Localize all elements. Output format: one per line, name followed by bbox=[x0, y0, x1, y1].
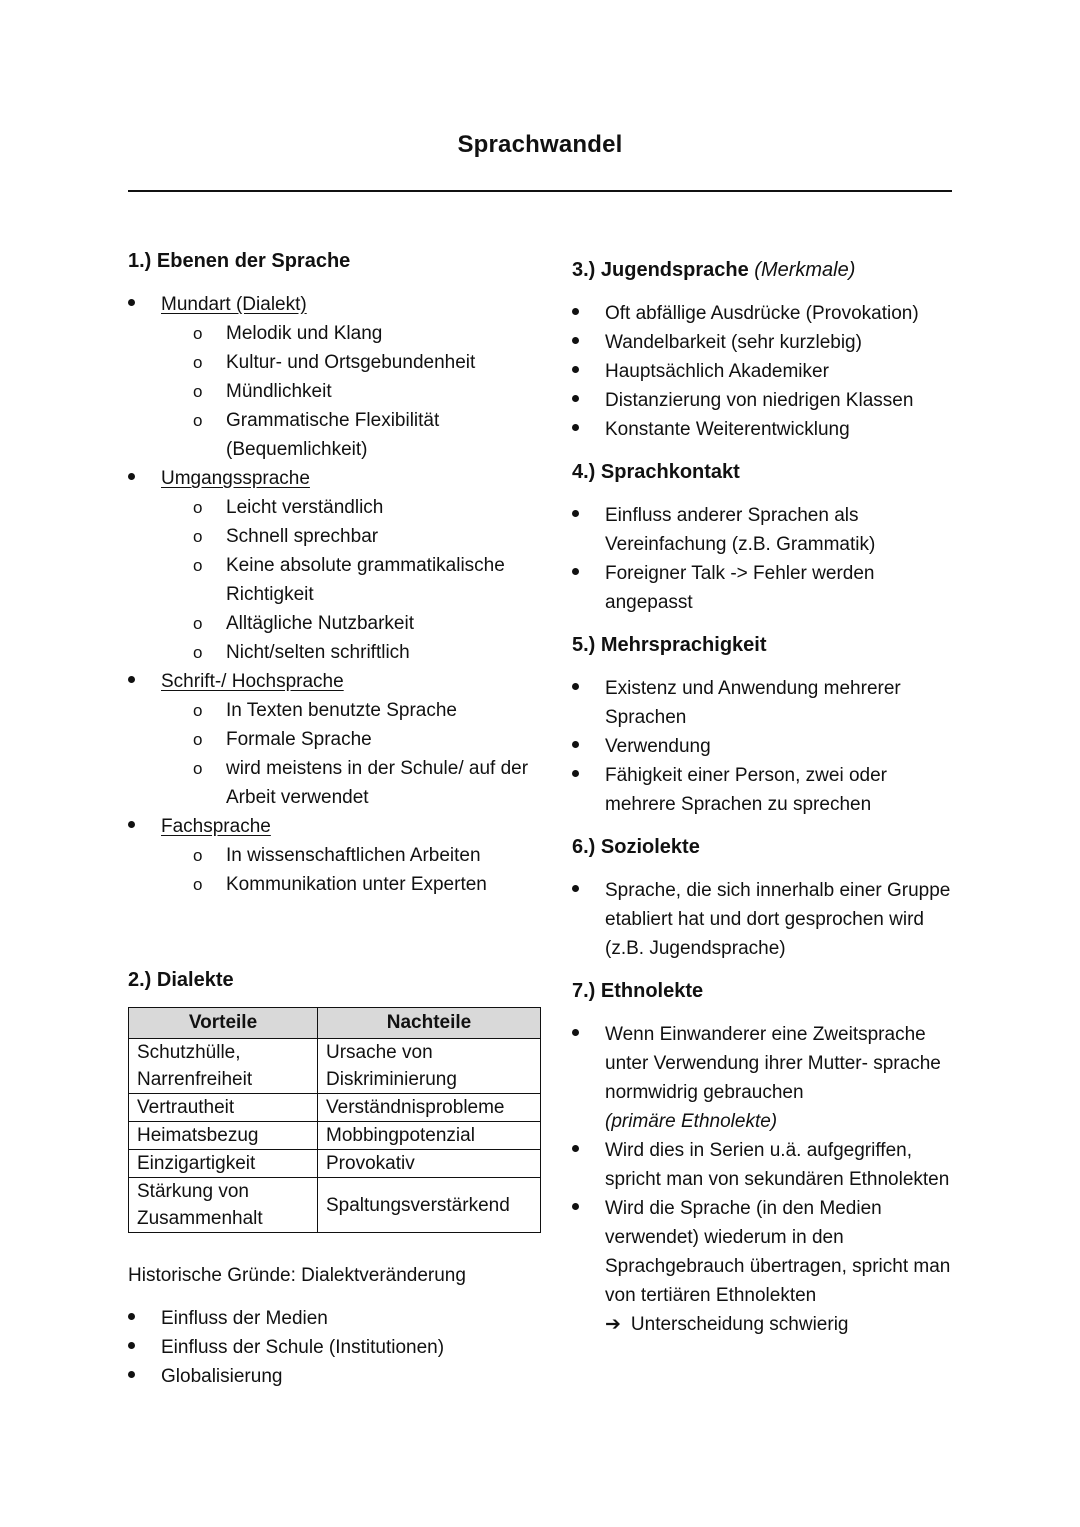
table-cell: Heimatsbezug bbox=[129, 1122, 318, 1150]
circle-bullet-icon: o bbox=[193, 411, 203, 430]
table-cell: Spaltungsverstärkend bbox=[318, 1178, 541, 1233]
sub-list-item: o Kommunikation unter Experten bbox=[128, 870, 548, 899]
list-item: Wandelbarkeit (sehr kurzlebig) bbox=[572, 328, 957, 357]
table-cell: Einzigartigkeit bbox=[129, 1150, 318, 1178]
table-cell: Provokativ bbox=[318, 1150, 541, 1178]
table-header-nachteile: Nachteile bbox=[318, 1008, 541, 1039]
table-row bbox=[129, 1094, 541, 1122]
list-item-umgangssprache: Umgangssprache bbox=[128, 464, 548, 493]
circle-bullet-icon: o bbox=[193, 643, 203, 662]
bullet-icon bbox=[572, 357, 584, 386]
list-item: Verwendung bbox=[572, 732, 957, 761]
list-item-mundart: Mundart (Dialekt) bbox=[128, 290, 548, 319]
right-column bbox=[572, 255, 957, 1339]
dialekte-table bbox=[128, 1007, 541, 1233]
table-cell: Verständnisprobleme bbox=[318, 1094, 541, 1122]
bullet-icon bbox=[572, 559, 584, 588]
bullet-icon bbox=[572, 1194, 584, 1223]
section-heading-soziolekte: 6.) Soziolekte bbox=[572, 836, 700, 858]
sub-list-item: o Mündlichkeit bbox=[128, 377, 548, 406]
sub-list-item: o Leicht verständlich bbox=[128, 493, 548, 522]
bullet-icon bbox=[128, 1333, 140, 1362]
sub-list-item: o wird meistens in der Schule/ auf der Arbeit verwendet bbox=[128, 754, 548, 812]
bullet-icon bbox=[128, 464, 140, 493]
section-heading-ethnolekte: 7.) Ethnolekte bbox=[572, 980, 704, 1002]
list-item: Einfluss anderer Sprachen als Vereinfachung (z.B. Grammatik) bbox=[572, 501, 957, 559]
sub-list-item: o Nicht/selten schriftlich bbox=[128, 638, 548, 667]
list-item: Foreigner Talk -> Fehler werden angepasst bbox=[572, 559, 957, 617]
circle-bullet-icon: o bbox=[193, 556, 203, 575]
circle-bullet-icon: o bbox=[193, 382, 203, 401]
table-header-row bbox=[129, 1008, 541, 1039]
list-item: Einfluss der Schule (Institutionen) bbox=[128, 1333, 548, 1362]
jugendsprache-list bbox=[572, 299, 957, 444]
table-row bbox=[129, 1150, 541, 1178]
page-title: Sprachwandel bbox=[457, 131, 623, 158]
bullet-icon bbox=[572, 761, 584, 790]
ethnolekte-list bbox=[572, 1020, 957, 1310]
bullet-icon bbox=[128, 290, 140, 319]
bullet-icon bbox=[572, 732, 584, 761]
list-item: Oft abfällige Ausdrücke (Provokation) bbox=[572, 299, 957, 328]
table-cell: Stärkung von Zusammenhalt bbox=[129, 1178, 318, 1233]
sub-list-item: o Schnell sprechbar bbox=[128, 522, 548, 551]
list-item: Wenn Einwanderer eine Zweitsprache unter Verwendung ihrer Mutter- sprache normwidrig gebrauchen (primäre Ethnolekte) bbox=[572, 1020, 957, 1136]
circle-bullet-icon: o bbox=[193, 614, 203, 633]
bullet-icon bbox=[128, 812, 140, 841]
table-cell: Ursache von Diskriminierung bbox=[318, 1039, 541, 1094]
circle-bullet-icon: o bbox=[193, 324, 203, 343]
bullet-icon bbox=[572, 501, 584, 530]
list-item-fachsprache: Fachsprache bbox=[128, 812, 548, 841]
ebenen-list bbox=[128, 290, 548, 899]
bullet-icon bbox=[572, 1020, 584, 1049]
italic-note: (primäre Ethnolekte) bbox=[605, 1111, 778, 1132]
list-item: Einfluss der Medien bbox=[128, 1304, 548, 1333]
bullet-icon bbox=[572, 415, 584, 444]
soziolekte-list bbox=[572, 876, 957, 963]
sub-list-item: o Melodik und Klang bbox=[128, 319, 548, 348]
circle-bullet-icon: o bbox=[193, 527, 203, 546]
bullet-icon bbox=[572, 1136, 584, 1165]
arrow-right-icon: ➔ bbox=[605, 1314, 621, 1335]
section-heading-jugendsprache: 3.) Jugendsprache (Merkmale) bbox=[572, 259, 856, 281]
list-item: Konstante Weiterentwicklung bbox=[572, 415, 957, 444]
historical-heading: Historische Gründe: Dialektveränderung bbox=[128, 1265, 466, 1286]
sub-list-item: o Kultur- und Ortsgebundenheit bbox=[128, 348, 548, 377]
bullet-icon bbox=[572, 386, 584, 415]
circle-bullet-icon: o bbox=[193, 875, 203, 894]
mehrsprachigkeit-list bbox=[572, 674, 957, 819]
list-item: Wird die Sprache (in den Medien verwendet) wiederum in den Sprachgebrauch übertragen, spricht man von tertiären Ethnolekten bbox=[572, 1194, 957, 1310]
list-item: Globalisierung bbox=[128, 1362, 548, 1391]
bullet-icon bbox=[572, 328, 584, 357]
section-heading-ebenen: 1.) Ebenen der Sprache bbox=[128, 250, 351, 272]
sub-list-item: o Formale Sprache bbox=[128, 725, 548, 754]
list-item: Existenz und Anwendung mehrerer Sprachen bbox=[572, 674, 957, 732]
bullet-icon bbox=[572, 674, 584, 703]
circle-bullet-icon: o bbox=[193, 759, 203, 778]
bullet-icon bbox=[572, 876, 584, 905]
circle-bullet-icon: o bbox=[193, 846, 203, 865]
circle-bullet-icon: o bbox=[193, 730, 203, 749]
table-cell: Vertrautheit bbox=[129, 1094, 318, 1122]
list-item: Wird dies in Serien u.ä. aufgegriffen, spricht man von sekundären Ethnolekten bbox=[572, 1136, 957, 1194]
left-column bbox=[128, 246, 548, 1391]
bullet-icon bbox=[128, 1362, 140, 1391]
section-heading-mehrsprachigkeit: 5.) Mehrsprachigkeit bbox=[572, 634, 767, 656]
sub-list-item: o In wissenschaftlichen Arbeiten bbox=[128, 841, 548, 870]
circle-bullet-icon: o bbox=[193, 701, 203, 720]
circle-bullet-icon: o bbox=[193, 498, 203, 517]
sub-list-item: o Grammatische Flexibilität (Bequemlichkeit) bbox=[128, 406, 548, 464]
sub-list-item: o Alltägliche Nutzbarkeit bbox=[128, 609, 548, 638]
table-cell: Mobbingpotenzial bbox=[318, 1122, 541, 1150]
sprachkontakt-list bbox=[572, 501, 957, 617]
table-cell: Schutzhülle, Narrenfreiheit bbox=[129, 1039, 318, 1094]
conclusion-line: ➔ Unterscheidung schwierig bbox=[605, 1314, 849, 1335]
title-divider bbox=[128, 190, 952, 192]
table-row bbox=[129, 1178, 541, 1233]
circle-bullet-icon: o bbox=[193, 353, 203, 372]
section-heading-sprachkontakt: 4.) Sprachkontakt bbox=[572, 461, 740, 483]
list-item: Distanzierung von niedrigen Klassen bbox=[572, 386, 957, 415]
historical-list bbox=[128, 1304, 548, 1391]
bullet-icon bbox=[572, 299, 584, 328]
table-row bbox=[129, 1039, 541, 1094]
heading-subtitle: (Merkmale) bbox=[754, 259, 856, 281]
section-heading-dialekte: 2.) Dialekte bbox=[128, 969, 234, 991]
list-item: Fähigkeit einer Person, zwei oder mehrere Sprachen zu sprechen bbox=[572, 761, 957, 819]
list-item-hochsprache: Schrift-/ Hochsprache bbox=[128, 667, 548, 696]
table-header-vorteile: Vorteile bbox=[129, 1008, 318, 1039]
sub-list-item: o Keine absolute grammatikalische Richtigkeit bbox=[128, 551, 548, 609]
sub-list-item: o In Texten benutzte Sprache bbox=[128, 696, 548, 725]
bullet-icon bbox=[128, 667, 140, 696]
list-item: Sprache, die sich innerhalb einer Gruppe etabliert hat und dort gesprochen wird (z.B. Jugendsprache) bbox=[572, 876, 957, 963]
list-item: Hauptsächlich Akademiker bbox=[572, 357, 957, 386]
bullet-icon bbox=[128, 1304, 140, 1333]
table-row bbox=[129, 1122, 541, 1150]
